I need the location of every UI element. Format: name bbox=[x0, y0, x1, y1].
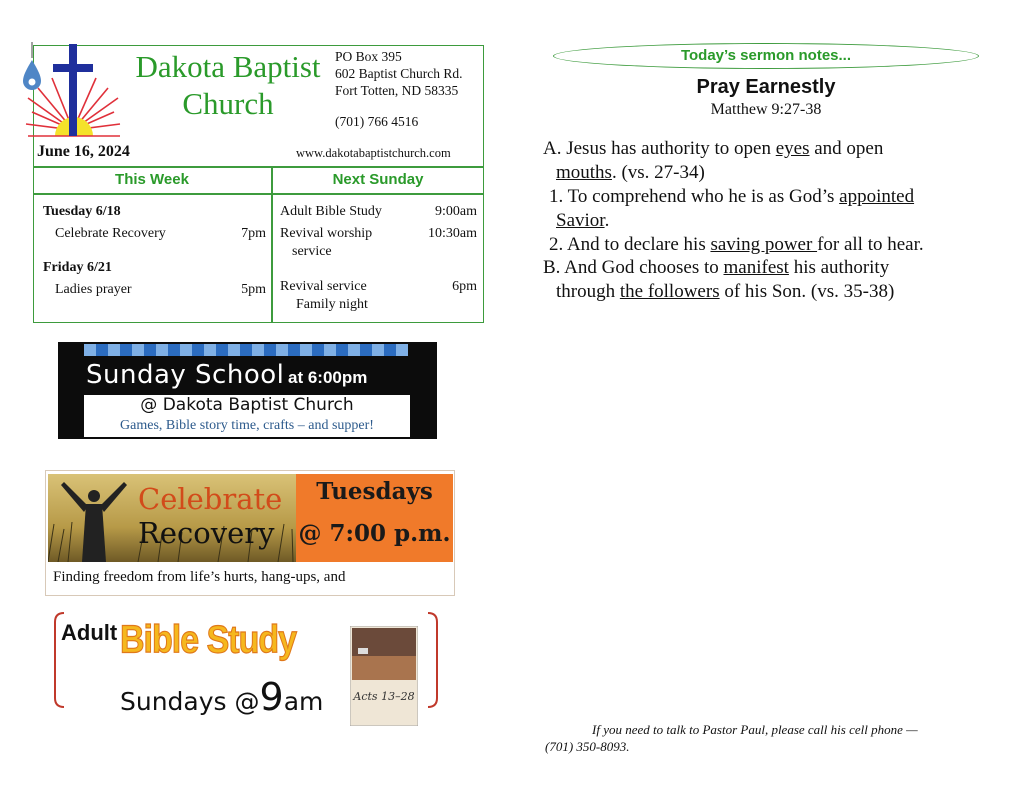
outline-text: A. Jesus has authority to open bbox=[543, 138, 776, 159]
book-cover-art bbox=[350, 626, 418, 726]
acts-book-cover bbox=[350, 626, 418, 726]
outline-text: through bbox=[556, 281, 620, 302]
event-name: Adult Bible Study bbox=[280, 204, 382, 219]
event-name: Ladies prayer bbox=[55, 282, 132, 297]
address-line: 602 Baptist Church Rd. bbox=[335, 66, 463, 81]
church-name-line2: Church bbox=[182, 86, 274, 121]
blank-answer: Savior bbox=[556, 210, 605, 231]
outline-text: 2. And to declare his bbox=[549, 234, 711, 255]
church-website[interactable]: www.dakotabaptistchurch.com bbox=[296, 146, 451, 160]
outline-text: . (vs. 27-34) bbox=[611, 162, 705, 183]
this-week-heading: This Week bbox=[115, 171, 189, 188]
book-title: Acts 13–28 bbox=[353, 690, 415, 703]
outline-point-2 bbox=[549, 233, 924, 257]
banner-stripes bbox=[84, 344, 408, 356]
divider bbox=[33, 193, 484, 195]
celebrate-word: Celebrate bbox=[138, 482, 283, 516]
outline-text: his authority bbox=[788, 257, 890, 278]
column-divider bbox=[271, 166, 273, 323]
bible-study-schedule bbox=[120, 675, 323, 719]
church-name bbox=[125, 48, 331, 122]
outline-text: B. And God chooses to bbox=[543, 257, 724, 278]
day-label: Tuesday 6/18 bbox=[43, 204, 121, 219]
blank-answer: the followers bbox=[619, 281, 720, 302]
sermon-title: Pray Earnestly bbox=[696, 76, 836, 98]
event-time: 6pm bbox=[452, 279, 477, 294]
event-name: Revival service bbox=[280, 279, 367, 294]
event-time: 7pm bbox=[241, 226, 266, 241]
nine-digit: 9 bbox=[259, 675, 284, 719]
bible-study-title: Bible Study bbox=[120, 618, 297, 662]
outline-point-a bbox=[543, 137, 883, 161]
outline-text: 1. To comprehend who he is as God’s bbox=[549, 186, 840, 207]
outline-text: for all to hear. bbox=[817, 234, 924, 255]
blank-answer: eyes bbox=[775, 138, 810, 159]
event-time: 5pm bbox=[241, 282, 266, 297]
church-name-line1: Dakota Baptist bbox=[135, 49, 321, 84]
event-name-cont: Family night bbox=[296, 297, 368, 312]
outline-point-1 bbox=[549, 185, 914, 209]
pastor-contact-note bbox=[545, 721, 985, 755]
event-name-cont: service bbox=[292, 244, 332, 259]
adult-label: Adult bbox=[61, 620, 118, 645]
mailing-address bbox=[335, 48, 463, 99]
outline-point-1-cont bbox=[556, 209, 609, 233]
event-name: Revival worship bbox=[280, 226, 373, 241]
outline-point-a-cont bbox=[556, 161, 705, 185]
church-phone: (701) 766 4516 bbox=[335, 114, 419, 129]
recovery-word: Recovery bbox=[138, 516, 275, 550]
sunday-school-location: @ Dakota Baptist Church bbox=[140, 395, 354, 415]
celebrate-recovery-time: @ 7:00 p.m. bbox=[298, 520, 451, 547]
sundays-label: Sundays @ bbox=[120, 687, 260, 716]
sunday-school-time: at 6:00pm bbox=[288, 368, 368, 387]
pastor-note-line1: If you need to talk to Pastor Paul, please call his cell phone — bbox=[592, 722, 918, 737]
outline-text: . bbox=[604, 210, 610, 231]
cross-sunrise-logo bbox=[18, 38, 128, 144]
sermon-notes-heading: Today’s sermon notes... bbox=[680, 47, 852, 64]
bulletin-date: June 16, 2024 bbox=[37, 143, 130, 160]
sunday-school-description: Games, Bible story time, crafts – and supper! bbox=[120, 418, 374, 433]
am-label: am bbox=[283, 687, 324, 716]
blank-answer: appointed bbox=[839, 186, 915, 207]
outline-text: of his Son. (vs. 35-38) bbox=[719, 281, 895, 302]
day-label: Friday 6/21 bbox=[43, 260, 112, 275]
outline-point-b bbox=[543, 256, 889, 280]
event-time: 9:00am bbox=[435, 204, 477, 219]
blank-answer: mouths bbox=[556, 162, 612, 183]
outline-point-b-cont bbox=[556, 280, 894, 304]
event-name: Celebrate Recovery bbox=[55, 226, 166, 241]
celebrate-recovery-tagline: Finding freedom from life’s hurts, hang-ups, and bbox=[53, 569, 346, 585]
sunday-school-title: Sunday School bbox=[86, 360, 285, 390]
address-line: PO Box 395 bbox=[335, 49, 402, 64]
event-time: 10:30am bbox=[428, 226, 477, 241]
celebrate-recovery-day: Tuesdays bbox=[316, 478, 433, 505]
outline-text: and open bbox=[809, 138, 884, 159]
blank-answer: saving power bbox=[710, 234, 818, 255]
address-line: Fort Totten, ND 58335 bbox=[335, 83, 459, 98]
blank-answer: manifest bbox=[723, 257, 789, 278]
pastor-note-line2: (701) 350-8093. bbox=[545, 739, 630, 754]
divider bbox=[33, 166, 484, 168]
sermon-reference: Matthew 9:27-38 bbox=[710, 101, 822, 118]
next-sunday-heading: Next Sunday bbox=[332, 171, 424, 188]
